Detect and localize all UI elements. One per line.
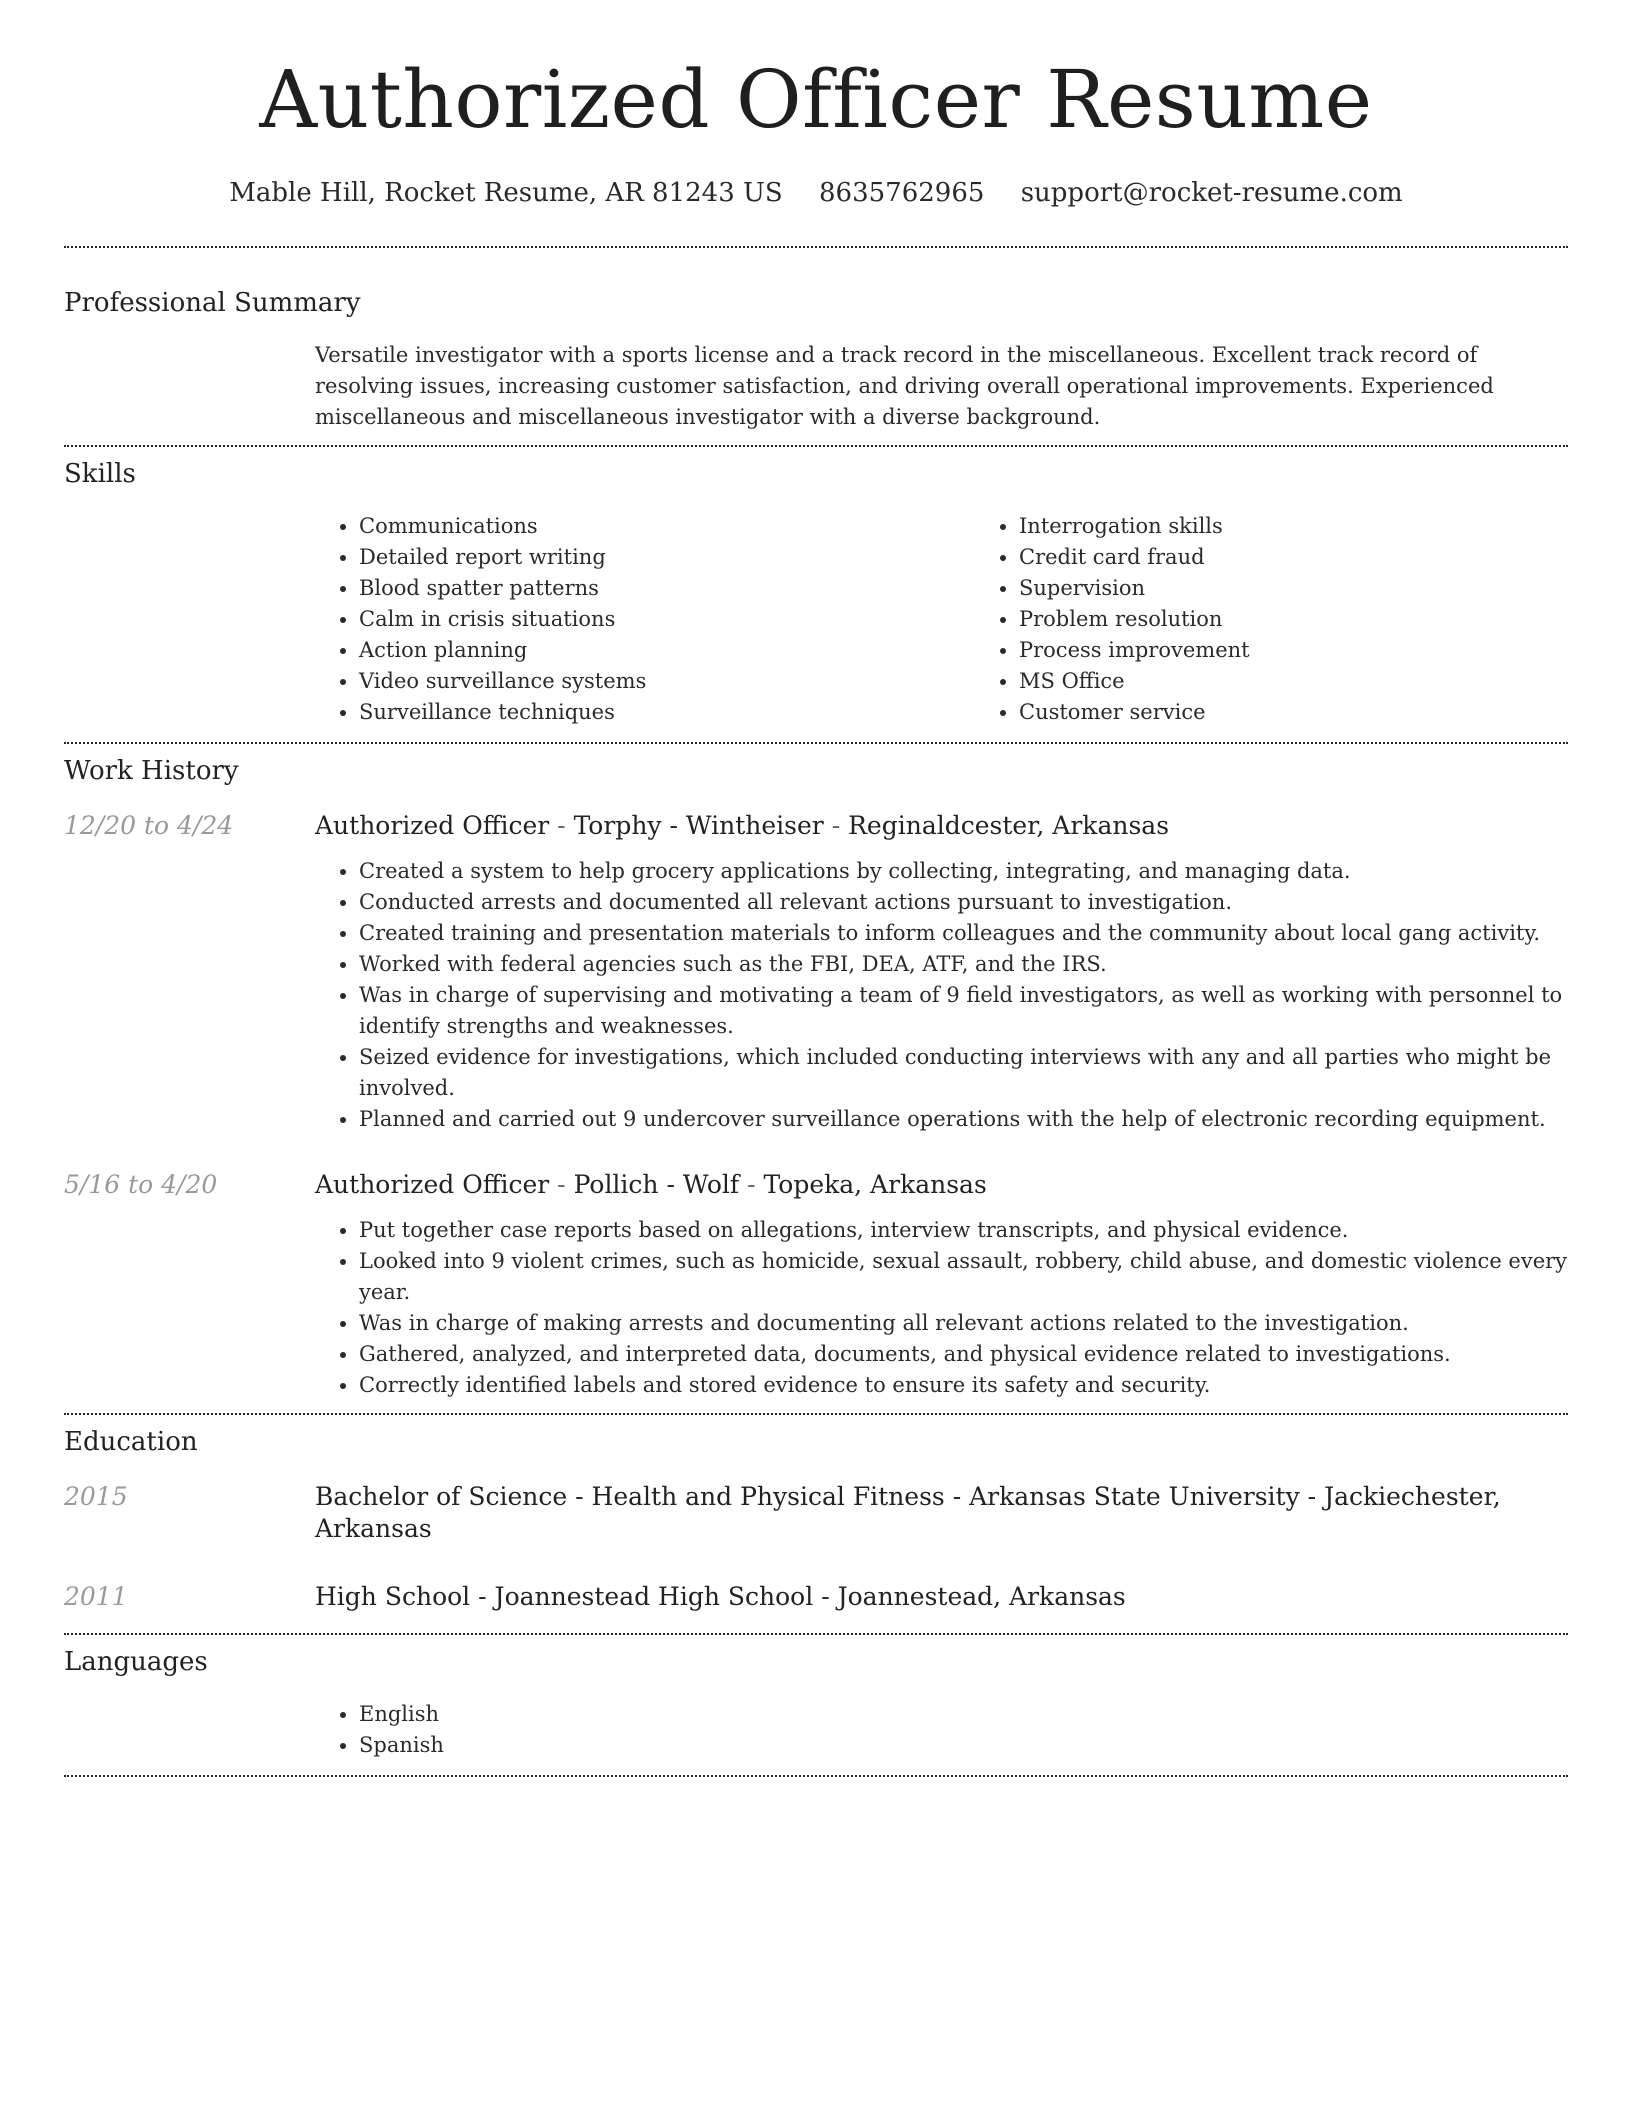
skill-item: • Customer service <box>1019 697 1632 728</box>
job-title-line: Authorized Officer - Pollich - Wolf - Topeka, Arkansas <box>315 1170 987 1199</box>
education-year: 2015 <box>64 1482 128 1511</box>
education-degree: High School <box>315 1582 471 1611</box>
duty-item: • Conducted arrests and documented all relevant actions pursuant to investigation. <box>359 887 1568 918</box>
work-history-section <box>64 744 1568 1413</box>
summary-section <box>64 248 1568 445</box>
job-dates: 12/20 to 4/24 <box>64 811 234 840</box>
language-item: • Spanish <box>359 1730 1568 1761</box>
duty-item: • Looked into 9 violent crimes, such as homicide, sexual assault, robbery, child abuse, and domestic violence every year. <box>359 1246 1568 1308</box>
job-company: Pollich - Wolf <box>573 1170 740 1199</box>
skill-item: • Supervision <box>1019 573 1632 604</box>
resume-title: Authorized Officer Resume <box>259 53 1373 146</box>
contact-address: Mable Hill, Rocket Resume, AR 81243 US <box>229 178 783 208</box>
job-location: Reginaldcester, Arkansas <box>848 811 1170 840</box>
education-location: Jackiechester, Arkansas <box>315 1482 1501 1543</box>
skills-section <box>64 447 1568 742</box>
skill-item: • Action planning <box>359 635 975 666</box>
contact-email: support@rocket-resume.com <box>1020 178 1403 208</box>
education-section <box>64 1415 1568 1633</box>
skill-item: • Process improvement <box>1019 635 1632 666</box>
language-item: • English <box>359 1699 1568 1730</box>
section-heading-languages: Languages <box>64 1647 208 1677</box>
skill-item: • Detailed report writing <box>359 542 975 573</box>
job-dates: 5/16 to 4/20 <box>64 1170 218 1199</box>
job-title: Authorized Officer <box>315 1170 550 1199</box>
languages-list <box>315 1699 1568 1761</box>
job-entry <box>64 810 1568 1135</box>
duty-item: • Gathered, analyzed, and interpreted data, documents, and physical evidence related to investigations. <box>359 1339 1568 1370</box>
duty-item: • Created a system to help grocery applications by collecting, integrating, and managing data. <box>359 856 1568 887</box>
education-field: Health and Physical Fitness <box>591 1482 945 1511</box>
duty-item: • Seized evidence for investigations, which included conducting interviews with any and all parties who might be involved. <box>359 1042 1568 1104</box>
education-entry <box>64 1481 1568 1545</box>
job-duties <box>315 856 1568 1135</box>
skill-item: • Blood spatter patterns <box>359 573 975 604</box>
languages-section <box>64 1635 1568 1775</box>
duty-item: • Planned and carried out 9 undercover surveillance operations with the help of electronic recording equipment. <box>359 1104 1568 1135</box>
skill-item: • Interrogation skills <box>1019 511 1632 542</box>
job-location: Topeka, Arkansas <box>763 1170 987 1199</box>
skill-item: • Calm in crisis situations <box>359 604 975 635</box>
job-company: Torphy - Wintheiser <box>573 811 824 840</box>
job-entry <box>64 1169 1568 1413</box>
duty-item: • Was in charge of making arrests and documenting all relevant actions related to the investigation. <box>359 1308 1568 1339</box>
duty-item: • Was in charge of supervising and motivating a team of 9 field investigators, as well as working with personnel to identify strengths and weaknesses. <box>359 980 1568 1042</box>
duty-item: • Worked with federal agencies such as the FBI, DEA, ATF, and the IRS. <box>359 949 1568 980</box>
skills-grid <box>315 511 1632 728</box>
section-heading-work: Work History <box>64 756 239 786</box>
skill-item: • MS Office <box>1019 666 1632 697</box>
contact-phone: 8635762965 <box>819 178 985 208</box>
skills-list-left <box>315 511 975 728</box>
education-title-line: Bachelor of Science - Health and Physical Fitness - Arkansas State University - Jackiechester, Arkansas <box>315 1482 1501 1543</box>
education-school: Arkansas State University <box>969 1482 1300 1511</box>
section-heading-education: Education <box>64 1427 198 1457</box>
duty-item: • Created training and presentation materials to inform colleagues and the community about local gang activity. <box>359 918 1568 949</box>
job-duties <box>315 1215 1568 1401</box>
education-entry <box>64 1581 1568 1633</box>
education-degree: Bachelor of Science <box>315 1482 568 1511</box>
skill-item: • Problem resolution <box>1019 604 1632 635</box>
skill-item: • Credit card fraud <box>1019 542 1632 573</box>
resume-header <box>64 0 1568 210</box>
duty-item: • Put together case reports based on allegations, interview transcripts, and physical evidence. <box>359 1215 1568 1246</box>
skill-item: • Communications <box>359 511 975 542</box>
education-location: Joannestead, Arkansas <box>837 1582 1126 1611</box>
job-title: Authorized Officer <box>315 811 550 840</box>
section-divider <box>64 1775 1568 1777</box>
section-heading-skills: Skills <box>64 459 136 489</box>
skill-item: • Video surveillance systems <box>359 666 975 697</box>
education-year: 2011 <box>64 1582 128 1611</box>
education-title-line: High School - Joannestead High School - Joannestead, Arkansas <box>315 1582 1126 1611</box>
summary-text: Versatile investigator with a sports license and a track record in the miscellaneous. Excellent track record of resolving issues, increasing customer satisfaction, and driving overall operational improvements. Experienced miscellaneous and miscellaneous investigator with a diverse background. <box>315 343 1494 429</box>
skill-item: • Surveillance techniques <box>359 697 975 728</box>
contact-line <box>64 176 1568 210</box>
job-title-line: Authorized Officer - Torphy - Wintheiser - Reginaldcester, Arkansas <box>315 811 1170 840</box>
section-heading-summary: Professional Summary <box>64 288 361 318</box>
education-school: Joannestead High School <box>494 1582 814 1611</box>
duty-item: • Correctly identified labels and stored evidence to ensure its safety and security. <box>359 1370 1568 1401</box>
skills-list-right <box>975 511 1632 728</box>
